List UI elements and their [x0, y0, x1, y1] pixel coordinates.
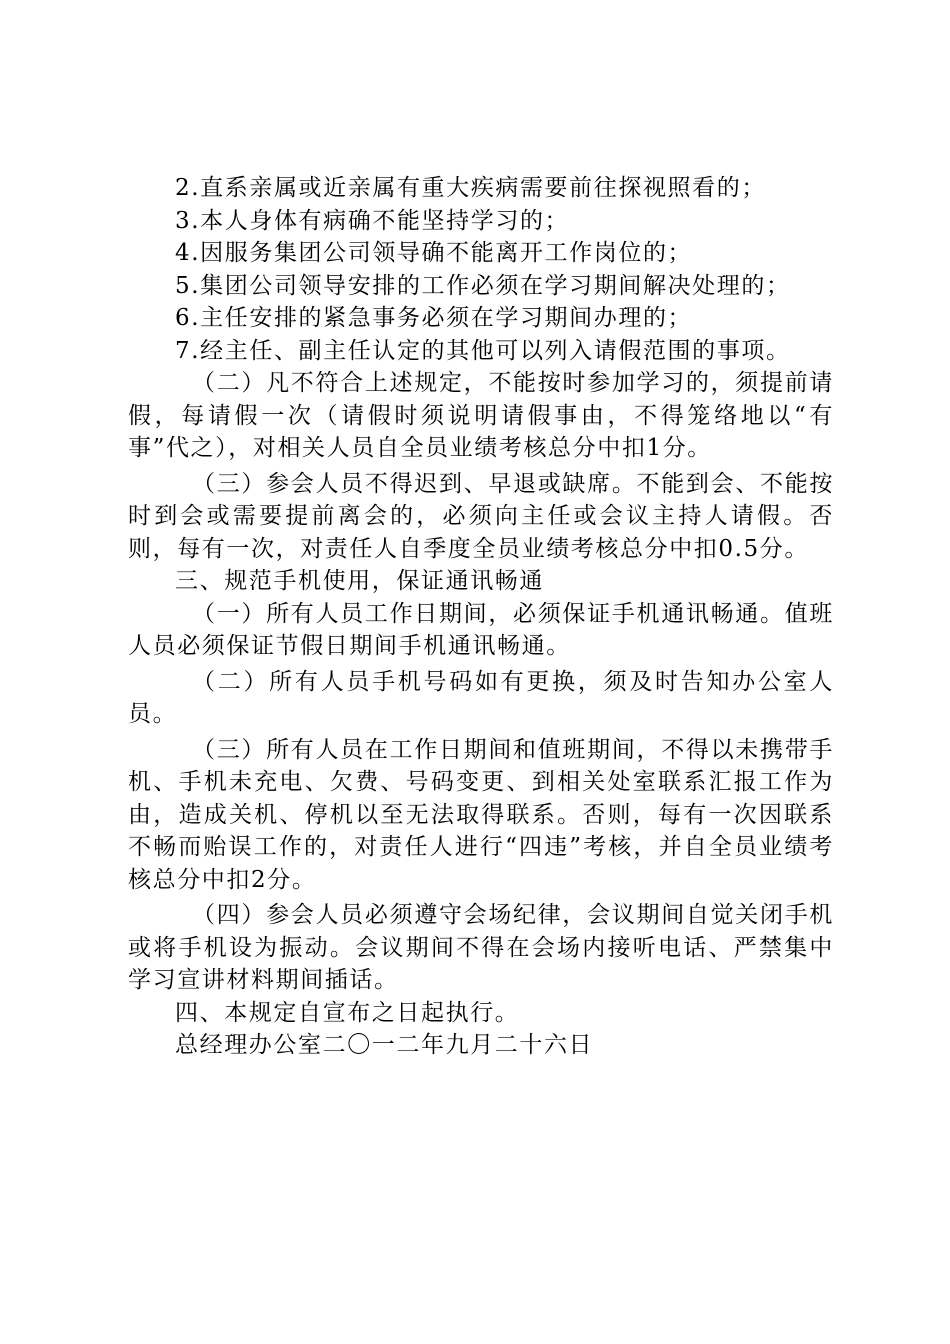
- paragraph-2-2: （二）凡不符合上述规定，不能按时参加学习的，须提前请假，每请假一次（请假时须说明请假事由，不得笼络地以“有事”代之），对相关人员自全员业绩考核总分中扣1分。: [128, 370, 834, 461]
- paragraph-3-2: （二）所有人员手机号码如有更换，须及时告知办公室人员。: [128, 668, 834, 727]
- list-item-2: 2.直系亲属或近亲属有重大疾病需要前往探视照看的；: [175, 175, 766, 201]
- section-3-heading: 三、规范手机使用，保证通讯畅通: [175, 568, 544, 594]
- paragraph-3-1: （一）所有人员工作日期间，必须保证手机通讯畅通。值班人员必须保证节假日期间手机通讯畅通。: [128, 600, 834, 659]
- list-item-3: 3.本人身体有病确不能坚持学习的；: [175, 207, 570, 234]
- section-4: 四、本规定自宣布之日起执行。: [175, 999, 520, 1026]
- paragraph-3-4: （四）参会人员必须遵守会场纪律，会议期间自觉关闭手机或将手机设为振动。会议期间不得在会场内接听电话、严禁集中学习宣讲材料期间插话。: [128, 902, 834, 993]
- paragraph-2-3: （三）参会人员不得迟到、早退或缺席。不能到会、不能按时到会或需要提前离会的，必须向主任或会议主持人请假。否则，每有一次，对责任人自季度全员业绩考核总分中扣0.5分。: [128, 470, 834, 562]
- list-item-6: 6.主任安排的紧急事务必须在学习期间办理的；: [175, 305, 693, 331]
- signature-line: 总经理办公室二〇一二年九月二十六日: [175, 1032, 594, 1058]
- list-item-7: 7.经主任、副主任认定的其他可以列入请假范围的事项。: [175, 337, 791, 364]
- list-item-5: 5.集团公司领导安排的工作必须在学习期间解决处理的；: [175, 272, 791, 299]
- list-item-4: 4.因服务集团公司领导确不能离开工作岗位的；: [175, 240, 693, 266]
- paragraph-3-3: （三）所有人员在工作日期间和值班期间，不得以未携带手机、手机未充电、欠费、号码变更、到相关处室联系汇报工作为由，造成关机、停机以至无法取得联系。否则，每有一次因联系不畅而贻误工作的，对责任人进行“四违”考核，并自全员业绩考核总分中扣2分。: [128, 736, 834, 893]
- document-body: [128, 172, 834, 1062]
